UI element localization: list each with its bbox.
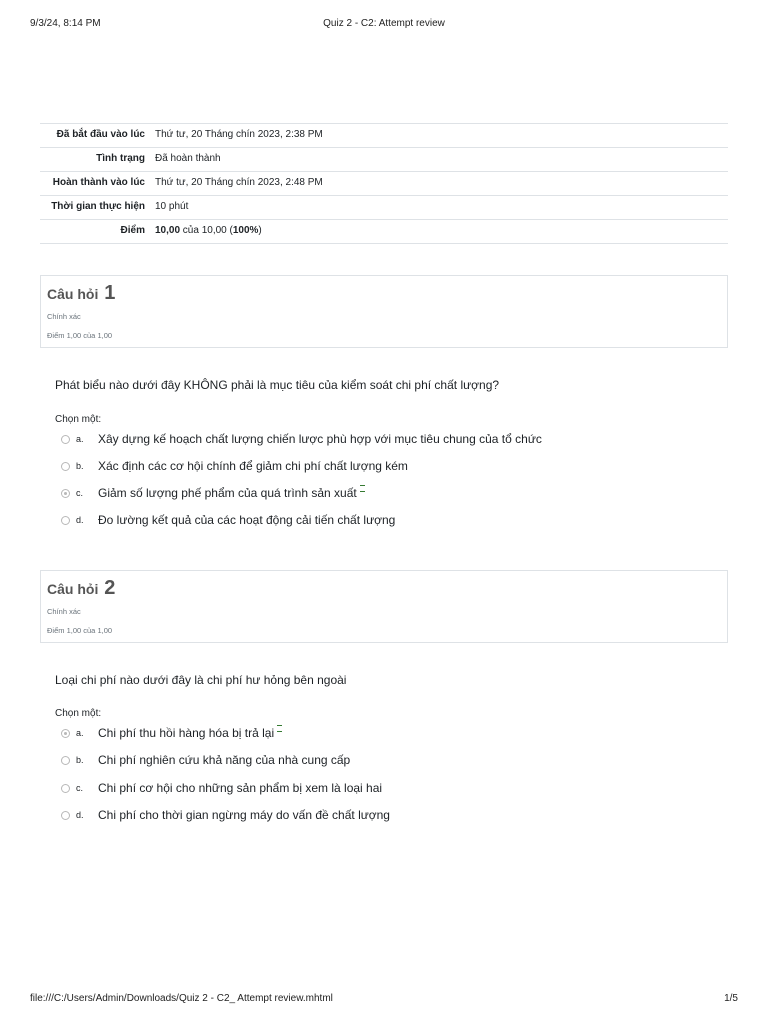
answer-text: Xác định các cơ hội chính để giảm chi phí chất lượng kém <box>98 459 408 473</box>
print-title: Quiz 2 - C2: Attempt review <box>323 18 445 29</box>
summary-row <box>40 196 728 220</box>
question-heading <box>47 282 115 305</box>
question-state: Chính xác <box>47 312 81 321</box>
answer-label: d. <box>76 810 84 820</box>
summary-value: Thứ tư, 20 Tháng chín 2023, 2:38 PM <box>150 124 728 148</box>
question-state: Chính xác <box>47 607 81 616</box>
correct-icon <box>360 485 365 492</box>
question-number: 2 <box>104 577 116 599</box>
summary-row <box>40 220 728 244</box>
grade-of: của 10,00 ( <box>180 225 233 236</box>
answer-label: a. <box>76 728 84 738</box>
answer-text: Đo lường kết quả của các hoạt động cải tiến chất lượng <box>98 513 396 527</box>
correct-icon <box>277 725 282 732</box>
grade-percent: 100% <box>232 225 259 236</box>
radio-button[interactable] <box>61 516 70 525</box>
attempt-summary-table <box>40 123 728 244</box>
print-footer <box>30 993 738 1007</box>
print-header <box>30 18 738 32</box>
summary-label: Tình trạng <box>40 148 150 172</box>
question-grade: Điểm 1,00 của 1,00 <box>47 331 113 340</box>
question-heading <box>47 577 115 600</box>
answer-text: Chi phí thu hồi hàng hóa bị trả lại <box>98 726 275 740</box>
print-page-number: 1/5 <box>724 993 738 1004</box>
answer-option[interactable] <box>61 751 350 769</box>
answer-text: Chi phí nghiên cứu khả năng của nhà cung cấp <box>98 753 351 767</box>
answer-text: Giảm số lượng phế phẩm của quá trình sản xuất <box>98 486 357 500</box>
question-heading-label: Câu hỏi <box>47 581 99 597</box>
answer-text: Xây dựng kế hoạch chất lượng chiến lược phù hợp với mục tiêu chung của tổ chức <box>98 432 542 446</box>
answer-option[interactable] <box>61 511 395 529</box>
answer-option[interactable] <box>61 457 408 475</box>
answer-label: d. <box>76 515 84 525</box>
grade-score: 10,00 <box>155 225 181 236</box>
answer-option[interactable] <box>61 779 382 797</box>
question-text: Loại chi phí nào dưới đây là chi phí hư hỏng bên ngoài <box>55 673 347 687</box>
radio-button[interactable] <box>61 435 70 444</box>
print-file-path: file:///C:/Users/Admin/Downloads/Quiz 2 - C2_ Attempt review.mhtml <box>30 993 333 1004</box>
question-text: Phát biểu nào dưới đây KHÔNG phải là mục tiêu của kiểm soát chi phí chất lượng? <box>55 378 500 392</box>
answer-prompt: Chọn một: <box>55 414 102 425</box>
answer-text: Chi phí cho thời gian ngừng máy do vấn đề chất lượng <box>98 808 390 822</box>
summary-grade-value <box>150 220 728 244</box>
radio-button-checked[interactable] <box>61 489 70 498</box>
answer-prompt: Chọn một: <box>55 708 102 719</box>
question-number: 1 <box>104 282 116 304</box>
answer-label: a. <box>76 434 84 444</box>
summary-value: Thứ tư, 20 Tháng chín 2023, 2:48 PM <box>150 172 728 196</box>
radio-button[interactable] <box>61 784 70 793</box>
answer-option-selected[interactable] <box>61 484 365 502</box>
question-heading-label: Câu hỏi <box>47 286 99 302</box>
summary-label: Đã bắt đầu vào lúc <box>40 124 150 148</box>
summary-label: Hoàn thành vào lúc <box>40 172 150 196</box>
summary-value: Đã hoàn thành <box>150 148 728 172</box>
radio-button[interactable] <box>61 756 70 765</box>
answer-text: Chi phí cơ hội cho những sản phẩm bị xem là loại hai <box>98 781 383 795</box>
radio-button[interactable] <box>61 811 70 820</box>
summary-label: Thời gian thực hiện <box>40 196 150 220</box>
grade-close: ) <box>258 225 262 236</box>
print-date: 9/3/24, 8:14 PM <box>30 18 101 29</box>
summary-label: Điểm <box>40 220 150 244</box>
answer-label: b. <box>76 755 84 765</box>
summary-row <box>40 172 728 196</box>
radio-button[interactable] <box>61 462 70 471</box>
answer-option[interactable] <box>61 430 542 448</box>
summary-row <box>40 124 728 148</box>
answer-label: c. <box>76 488 84 498</box>
summary-row <box>40 148 728 172</box>
question-info-1 <box>40 275 728 348</box>
answer-label: b. <box>76 461 84 471</box>
question-grade: Điểm 1,00 của 1,00 <box>47 626 113 635</box>
answer-option[interactable] <box>61 806 390 824</box>
question-info-2 <box>40 570 728 643</box>
answer-label: c. <box>76 783 84 793</box>
summary-value: 10 phút <box>150 196 728 220</box>
answer-option-selected[interactable] <box>61 724 282 742</box>
radio-button-checked[interactable] <box>61 729 70 738</box>
